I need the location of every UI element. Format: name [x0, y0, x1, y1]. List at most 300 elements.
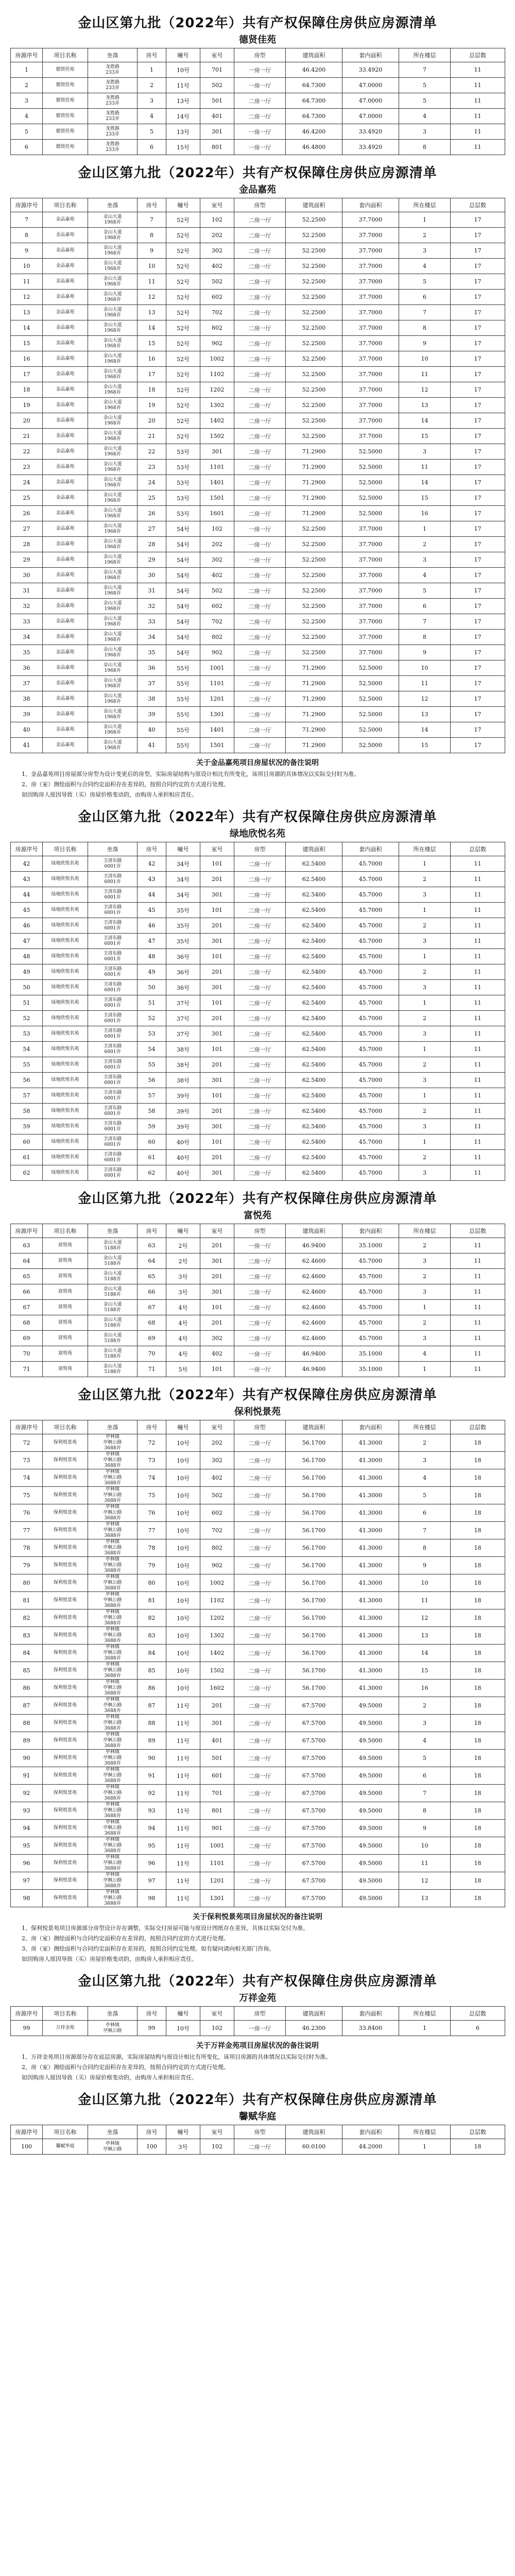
table-cell: 6	[138, 140, 166, 155]
table-cell: 卫清东路 6001弄	[88, 1026, 138, 1042]
column-header: 幢号	[166, 2007, 200, 2021]
table-cell: 67.5700	[286, 1785, 342, 1802]
table-cell: 保利悦景苑	[43, 1452, 88, 1469]
table-cell: 保利悦景苑	[43, 1890, 88, 1907]
table-cell: 202	[200, 1434, 234, 1452]
table-cell: 金山大道 1968弄	[88, 738, 138, 753]
table-cell: 62.5400	[286, 949, 342, 964]
housing-table	[10, 1420, 505, 1907]
table-cell: 7	[399, 305, 451, 320]
table-cell: 亭林镇 亭枫公路 3688弄	[88, 1627, 138, 1645]
table-cell: 卫清东路 6001弄	[88, 995, 138, 1011]
table-cell: 57	[11, 1088, 43, 1104]
table-cell: 亭林镇 亭枫公路 3688弄	[88, 1539, 138, 1557]
table-cell: 二房一厅	[234, 1820, 286, 1837]
table-cell: 亭林镇 亭枫公路 3688弄	[88, 1855, 138, 1872]
table-cell: 402	[200, 568, 234, 583]
table-cell: 亭林镇 亭枫公路 3688弄	[88, 1697, 138, 1715]
table-cell: 29	[11, 552, 43, 568]
table-cell: 3	[399, 1253, 451, 1269]
table-row	[11, 1362, 505, 1377]
table-cell: 82	[11, 1609, 43, 1627]
table-cell: 绿地欣悦名苑	[43, 1057, 88, 1073]
table-cell: 金品嘉苑	[43, 429, 88, 444]
table-cell: 3	[399, 243, 451, 259]
table-cell: 902	[200, 336, 234, 351]
table-cell: 35	[11, 645, 43, 660]
table-cell: 绿地欣悦名苑	[43, 1119, 88, 1134]
table-cell: 18	[451, 1504, 505, 1522]
column-header: 总层数	[451, 198, 505, 212]
table-cell: 52.5000	[342, 738, 399, 753]
table-cell: 3	[399, 552, 451, 568]
table-cell: 金品嘉苑	[43, 583, 88, 599]
table-cell: 14	[11, 320, 43, 336]
column-header: 室号	[200, 2125, 234, 2139]
table-cell: 3	[399, 887, 451, 903]
table-cell: 亭林镇 亭枫公路 3688弄	[88, 1557, 138, 1574]
table-cell: 52号	[166, 413, 200, 429]
table-cell: 绿地欣悦名苑	[43, 903, 88, 918]
table-cell: 35.1000	[342, 1346, 399, 1362]
table-cell: 11	[451, 1253, 505, 1269]
table-cell: 16	[399, 506, 451, 521]
table-row	[11, 918, 505, 934]
table-cell: 富悦苑	[43, 1253, 88, 1269]
table-cell: 15	[399, 738, 451, 753]
table-cell: 龙胜路 233弄	[88, 93, 138, 109]
table-cell: 79	[138, 1557, 166, 1574]
table-cell: 52号	[166, 228, 200, 243]
table-cell: 52.2500	[286, 537, 342, 552]
table-cell: 12	[399, 691, 451, 707]
table-cell: 绿地欣悦名苑	[43, 995, 88, 1011]
table-cell: 2号	[166, 1238, 200, 1253]
table-cell: 12	[399, 1609, 451, 1627]
table-cell: 55号	[166, 691, 200, 707]
table-cell: 41.3000	[342, 1645, 399, 1662]
table-cell: 56.1700	[286, 1680, 342, 1697]
table-cell: 41.3000	[342, 1539, 399, 1557]
table-cell: 55号	[166, 660, 200, 676]
table-row	[11, 949, 505, 964]
table-cell: 902	[200, 645, 234, 660]
table-cell: 9	[399, 645, 451, 660]
table-cell: 二房一厅	[234, 1134, 286, 1150]
table-cell: 41.3000	[342, 1522, 399, 1539]
table-cell: 1101	[200, 460, 234, 475]
table-cell: 17	[451, 259, 505, 274]
table-cell: 85	[138, 1662, 166, 1680]
table-cell: 卫清东路 6001弄	[88, 856, 138, 872]
table-row	[11, 1785, 505, 1802]
table-cell: 10号	[166, 1504, 200, 1522]
table-cell: 52.2500	[286, 552, 342, 568]
table-cell: 17	[451, 460, 505, 475]
table-cell: 18	[451, 1872, 505, 1890]
table-cell: 一房一厅	[234, 140, 286, 155]
table-cell: 17	[138, 367, 166, 382]
table-header-row	[11, 1420, 505, 1434]
table-cell: 64	[138, 1253, 166, 1269]
table-cell: 5	[399, 78, 451, 93]
table-row	[11, 1890, 505, 1907]
table-cell: 301	[200, 1026, 234, 1042]
table-cell: 61	[138, 1150, 166, 1165]
table-cell: 59	[138, 1119, 166, 1134]
table-cell: 10号	[166, 1557, 200, 1574]
table-row	[11, 552, 505, 568]
table-cell: 45	[11, 903, 43, 918]
table-cell: 1501	[200, 738, 234, 753]
column-header: 项目名称	[43, 198, 88, 212]
table-cell: 52.5000	[342, 444, 399, 460]
table-row	[11, 691, 505, 707]
table-cell: 37.7000	[342, 398, 399, 413]
table-cell: 卫清东路 6001弄	[88, 1150, 138, 1165]
table-cell: 二房一厅	[234, 1802, 286, 1820]
table-cell: 卫清东路 6001弄	[88, 934, 138, 949]
table-cell: 47.0000	[342, 78, 399, 93]
table-cell: 18	[451, 1487, 505, 1504]
table-cell: 52号	[166, 336, 200, 351]
table-cell: 二房一厅	[234, 429, 286, 444]
table-cell: 35	[138, 645, 166, 660]
table-cell: 亭林镇 亭枫公路 3688弄	[88, 1890, 138, 1907]
column-header: 总层数	[451, 1420, 505, 1434]
table-cell: 1302	[200, 1627, 234, 1645]
housing-table	[10, 198, 505, 753]
table-cell: 37.7000	[342, 382, 399, 398]
table-cell: 10号	[166, 1539, 200, 1557]
table-cell: 一房一厅	[234, 124, 286, 140]
table-row	[11, 2139, 505, 2155]
table-cell: 33.8400	[342, 2021, 399, 2036]
table-cell: 金山大道 1968弄	[88, 691, 138, 707]
table-cell: 65	[11, 1269, 43, 1284]
table-cell: 10	[138, 259, 166, 274]
table-cell: 101	[200, 903, 234, 918]
table-cell: 25	[11, 490, 43, 506]
table-cell: 金品嘉苑	[43, 320, 88, 336]
table-cell: 金山大道 1968弄	[88, 475, 138, 490]
table-cell: 11号	[166, 78, 200, 93]
table-cell: 18	[451, 1890, 505, 1907]
table-cell: 8	[399, 140, 451, 155]
table-cell: 卫清东路 6001弄	[88, 949, 138, 964]
table-cell: 94	[138, 1820, 166, 1837]
table-cell: 17	[451, 212, 505, 228]
table-cell: 16	[11, 351, 43, 367]
table-cell: 二房一厅	[234, 1504, 286, 1522]
table-cell: 二房一厅	[234, 475, 286, 490]
table-cell: 二房一厅	[234, 320, 286, 336]
table-cell: 67.5700	[286, 1820, 342, 1837]
note-paragraph: 2、房（室）测绘面积与合同约定面积存在差异的，按照合同约定的方式进行处理。	[22, 781, 229, 788]
table-cell: 18	[451, 1697, 505, 1715]
table-cell: 16	[399, 1680, 451, 1697]
table-cell: 7	[399, 62, 451, 78]
table-cell: 二房一厅	[234, 1574, 286, 1592]
table-cell: 绿地欣悦名苑	[43, 1042, 88, 1057]
table-cell: 亭林镇 亭枫公路 3688弄	[88, 1434, 138, 1452]
table-cell: 二房一厅	[234, 691, 286, 707]
table-cell: 18	[451, 1837, 505, 1855]
table-cell: 10	[399, 1574, 451, 1592]
table-cell: 30	[11, 568, 43, 583]
table-cell: 23	[138, 460, 166, 475]
table-cell: 49.5000	[342, 1697, 399, 1715]
table-cell: 金山大道 1968弄	[88, 290, 138, 305]
table-cell: 49.5000	[342, 1837, 399, 1855]
table-cell: 301	[200, 1284, 234, 1300]
table-cell: 15	[399, 490, 451, 506]
table-cell: 77	[138, 1522, 166, 1539]
table-cell: 亭林镇 亭枫公路 3688弄	[88, 1609, 138, 1627]
table-cell: 金山大道 1968弄	[88, 336, 138, 351]
table-cell: 13号	[166, 124, 200, 140]
table-cell: 11号	[166, 1837, 200, 1855]
table-cell: 52号	[166, 259, 200, 274]
table-cell: 201	[200, 964, 234, 980]
table-cell: 702	[200, 614, 234, 630]
column-header: 坐落	[88, 2125, 138, 2139]
table-cell: 22	[11, 444, 43, 460]
table-cell: 56.1700	[286, 1627, 342, 1645]
table-cell: 绿地欣悦名苑	[43, 918, 88, 934]
table-cell: 卫清东路 6001弄	[88, 887, 138, 903]
table-cell: 二房一厅	[234, 2139, 286, 2155]
table-cell: 52.2500	[286, 351, 342, 367]
table-cell: 101	[200, 1300, 234, 1315]
table-cell: 11	[451, 140, 505, 155]
table-cell: 56.1700	[286, 1592, 342, 1609]
table-row	[11, 1539, 505, 1557]
table-cell: 亭林镇 亭枫公路 3688弄	[88, 1750, 138, 1767]
table-cell: 金品嘉苑	[43, 475, 88, 490]
table-cell: 15号	[166, 140, 200, 155]
table-cell: 37.7000	[342, 228, 399, 243]
table-cell: 金品嘉苑	[43, 722, 88, 738]
batch-title: 金山区第九批（2022年）共有产权保障住房供应房源清单	[78, 165, 437, 181]
table-row	[11, 599, 505, 614]
table-cell: 二房一厅	[234, 212, 286, 228]
table-cell: 11	[451, 1362, 505, 1377]
table-cell: 金品嘉苑	[43, 382, 88, 398]
table-cell: 金山大道 1968弄	[88, 274, 138, 290]
table-cell: 70	[138, 1346, 166, 1362]
table-cell: 9	[399, 336, 451, 351]
column-header: 总层数	[451, 842, 505, 856]
table-cell: 27	[138, 521, 166, 537]
table-cell: 83	[138, 1627, 166, 1645]
table-cell: 16	[138, 351, 166, 367]
table-row	[11, 872, 505, 887]
table-cell: 56.1700	[286, 1609, 342, 1627]
table-cell: 45.7000	[342, 856, 399, 872]
column-header: 幢号	[166, 1420, 200, 1434]
table-cell: 龙胜路 233弄	[88, 78, 138, 93]
table-cell: 31	[138, 583, 166, 599]
table-cell: 62.4600	[286, 1284, 342, 1300]
table-cell: 卫清东路 6001弄	[88, 964, 138, 980]
table-cell: 17	[451, 676, 505, 691]
table-cell: 1201	[200, 1872, 234, 1890]
table-cell: 45.7000	[342, 1026, 399, 1042]
table-cell: 5号	[166, 1362, 200, 1377]
table-cell: 1002	[200, 351, 234, 367]
table-cell: 2	[399, 918, 451, 934]
table-cell: 1202	[200, 382, 234, 398]
table-cell: 8	[399, 320, 451, 336]
table-cell: 62.5400	[286, 1104, 342, 1119]
table-cell: 39号	[166, 1119, 200, 1134]
table-cell: 一房一厅	[234, 537, 286, 552]
table-cell: 14	[138, 320, 166, 336]
table-cell: 保利悦景苑	[43, 1820, 88, 1837]
table-cell: 11	[399, 1592, 451, 1609]
table-row	[11, 429, 505, 444]
table-cell: 301	[200, 1119, 234, 1134]
table-cell: 302	[200, 1452, 234, 1469]
table-cell: 11号	[166, 1697, 200, 1715]
table-cell: 53号	[166, 444, 200, 460]
table-cell: 17	[451, 738, 505, 753]
table-row	[11, 676, 505, 691]
column-header: 室号	[200, 1224, 234, 1238]
table-cell: 11号	[166, 1785, 200, 1802]
table-cell: 二房一厅	[234, 290, 286, 305]
table-cell: 11	[451, 1057, 505, 1073]
table-cell: 17	[451, 367, 505, 382]
table-cell: 2	[399, 1011, 451, 1026]
table-row	[11, 1645, 505, 1662]
table-cell: 52.5000	[342, 660, 399, 676]
table-cell: 19	[11, 398, 43, 413]
table-row	[11, 722, 505, 738]
table-cell: 49.5000	[342, 1785, 399, 1802]
table-cell: 49	[138, 964, 166, 980]
table-cell: 二房一厅	[234, 506, 286, 521]
table-cell: 18	[451, 1469, 505, 1487]
table-cell: 二房一厅	[234, 1073, 286, 1088]
table-cell: 71.2900	[286, 660, 342, 676]
table-cell: 12	[138, 290, 166, 305]
table-cell: 402	[200, 1346, 234, 1362]
table-cell: 802	[200, 1539, 234, 1557]
table-cell: 62.5400	[286, 1165, 342, 1181]
table-cell: 7	[399, 1522, 451, 1539]
table-cell: 62.4600	[286, 1269, 342, 1284]
table-cell: 德贤佳苑	[43, 124, 88, 140]
table-cell: 金山大道 1968弄	[88, 460, 138, 475]
table-cell: 62.5400	[286, 1057, 342, 1073]
table-cell: 绿地欣悦名苑	[43, 934, 88, 949]
table-cell: 18	[451, 1820, 505, 1837]
table-cell: 75	[11, 1487, 43, 1504]
table-cell: 67	[11, 1300, 43, 1315]
table-row	[11, 738, 505, 753]
table-cell: 5	[138, 124, 166, 140]
column-header: 房源序号	[11, 48, 43, 62]
table-cell: 98	[138, 1890, 166, 1907]
table-cell: 亭林镇 亭枫公路 3688弄	[88, 1592, 138, 1609]
table-cell: 36	[138, 660, 166, 676]
project-name: 万祥金苑	[239, 1993, 276, 2004]
table-header-row	[11, 2125, 505, 2139]
table-row	[11, 1732, 505, 1750]
table-cell: 45	[138, 903, 166, 918]
table-cell: 11	[451, 1026, 505, 1042]
table-cell: 49.5000	[342, 1802, 399, 1820]
table-cell: 17	[451, 290, 505, 305]
table-cell: 81	[11, 1592, 43, 1609]
table-cell: 9	[138, 243, 166, 259]
table-cell: 绿地欣悦名苑	[43, 1088, 88, 1104]
table-row	[11, 1469, 505, 1487]
table-row	[11, 903, 505, 918]
table-cell: 18	[11, 382, 43, 398]
table-cell: 3	[399, 444, 451, 460]
table-row	[11, 93, 505, 109]
table-cell: 金山大道 5188弄	[88, 1284, 138, 1300]
table-cell: 37.7000	[342, 537, 399, 552]
table-cell: 亭林镇 亭枫公路 3688弄	[88, 1662, 138, 1680]
table-cell: 金山大道 1968弄	[88, 305, 138, 320]
table-cell: 24	[138, 475, 166, 490]
table-cell: 71.2900	[286, 707, 342, 722]
table-cell: 61	[11, 1150, 43, 1165]
table-cell: 金品嘉苑	[43, 738, 88, 753]
note-title: 关于金品嘉苑项目房屋状况的备注说明	[196, 759, 319, 767]
table-cell: 62.5400	[286, 872, 342, 887]
table-cell: 55号	[166, 676, 200, 691]
table-cell: 二房一厅	[234, 1150, 286, 1165]
table-cell: 二房一厅	[234, 934, 286, 949]
table-row	[11, 1300, 505, 1315]
table-cell: 17	[451, 336, 505, 351]
table-cell: 5	[11, 124, 43, 140]
table-cell: 11	[451, 887, 505, 903]
table-cell: 卫清东路 6001弄	[88, 918, 138, 934]
table-cell: 9	[399, 1820, 451, 1837]
table-cell: 67.5700	[286, 1872, 342, 1890]
table-cell: 52.2500	[286, 305, 342, 320]
table-row	[11, 259, 505, 274]
table-cell: 2	[399, 1238, 451, 1253]
table-row	[11, 583, 505, 599]
note-body	[10, 770, 505, 799]
table-cell: 6	[399, 1504, 451, 1522]
table-cell: 二房一厅	[234, 1300, 286, 1315]
table-cell: 18	[451, 1627, 505, 1645]
table-cell: 10号	[166, 1522, 200, 1539]
table-cell: 22	[138, 444, 166, 460]
table-cell: 金山大道 1968弄	[88, 707, 138, 722]
table-cell: 40号	[166, 1165, 200, 1181]
table-cell: 二房一厅	[234, 1855, 286, 1872]
table-cell: 3	[399, 1452, 451, 1469]
table-cell: 401	[200, 1732, 234, 1750]
table-cell: 54	[138, 1042, 166, 1057]
column-header: 房型	[234, 842, 286, 856]
table-cell: 11号	[166, 1820, 200, 1837]
note-body	[10, 1924, 505, 1963]
table-cell: 37.7000	[342, 290, 399, 305]
table-cell: 馨赋华庭	[43, 2139, 88, 2155]
table-cell: 62.4600	[286, 1331, 342, 1346]
table-cell: 45.7000	[342, 980, 399, 995]
